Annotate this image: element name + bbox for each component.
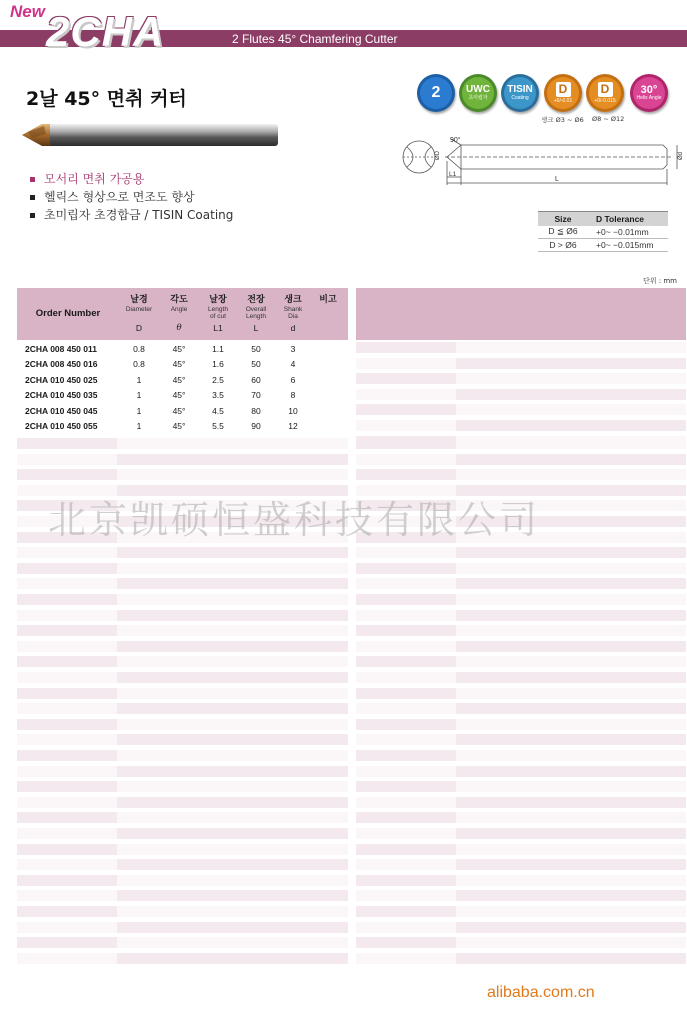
table-stripe <box>17 688 117 699</box>
d-tolerance-icon <box>544 74 582 112</box>
table-stripe <box>17 578 117 589</box>
table-row <box>17 419 348 434</box>
feature-list <box>30 172 233 226</box>
table-stripe <box>356 594 456 605</box>
brand-model-label: 2CHA <box>46 8 165 55</box>
table-stripe <box>117 547 348 558</box>
column-en: Angle <box>170 306 188 313</box>
table-stripe <box>17 750 117 761</box>
shank-dia-cell: 4 <box>290 359 296 369</box>
column-en: Overall Length <box>245 306 267 320</box>
shank-dia-cell: 8 <box>290 390 296 400</box>
overall-length-cell: 80 <box>251 406 261 416</box>
table-stripe <box>117 953 348 964</box>
overall-length-cell: 90 <box>251 421 261 431</box>
table-stripe <box>356 389 456 400</box>
table-stripe <box>17 547 117 558</box>
table-stripe <box>456 859 686 870</box>
table-stripe <box>117 594 348 605</box>
table-stripe <box>356 766 456 777</box>
tisin-icon <box>501 74 539 112</box>
table-stripe <box>17 766 117 777</box>
table-stripe <box>17 812 117 823</box>
table-stripe <box>456 688 686 699</box>
table-stripe <box>356 578 456 589</box>
length-of-cut-cell: 1.6 <box>212 359 224 369</box>
column-header-overall-length <box>237 288 275 340</box>
table-row <box>17 357 348 372</box>
table-stripe <box>356 641 456 652</box>
drawing-angle-label: 90° <box>450 137 461 144</box>
table-row <box>17 388 348 403</box>
column-symbol: L <box>253 323 259 333</box>
helix-angle-icon <box>630 74 668 112</box>
table-stripe <box>456 797 686 808</box>
table-stripe <box>17 953 117 964</box>
shank-dia-cell: 12 <box>288 421 298 431</box>
table-stripe <box>356 875 456 886</box>
table-stripe <box>117 922 348 933</box>
table-stripe <box>17 859 117 870</box>
table-stripe <box>356 436 456 447</box>
angle-cell: 45° <box>172 344 186 354</box>
table-stripe <box>456 594 686 605</box>
tol-value: +0~ −0.015mm <box>588 239 668 252</box>
table-stripe <box>456 342 686 353</box>
table-stripe <box>456 436 686 447</box>
table-stripe <box>456 547 686 558</box>
table-stripe <box>456 734 686 745</box>
tolerance-table <box>538 211 668 252</box>
table-stripe <box>17 719 117 730</box>
column-kr: 전장 <box>247 295 265 305</box>
table-stripe <box>456 641 686 652</box>
table-stripe <box>356 734 456 745</box>
table-stripe <box>117 656 348 667</box>
table-stripe <box>456 672 686 683</box>
order-number-cell: 2CHA 008 450 011 <box>25 344 97 354</box>
table-stripe <box>456 922 686 933</box>
table-stripe <box>17 454 117 465</box>
table-stripe <box>117 937 348 948</box>
table-row <box>538 239 668 252</box>
table-stripe <box>356 812 456 823</box>
length-of-cut-cell: 2.5 <box>212 375 224 385</box>
table-stripe <box>456 906 686 917</box>
table-stripe <box>17 641 117 652</box>
length-of-cut-cell: 1.1 <box>212 344 224 354</box>
table-stripe <box>456 625 686 636</box>
table-stripe <box>117 672 348 683</box>
badge-tol2-label: D <box>598 82 613 97</box>
table-stripe <box>456 404 686 415</box>
feature-text: 헬릭스 형상으로 면조도 향상 <box>44 190 195 204</box>
table-stripe <box>117 688 348 699</box>
order-number-cell: 2CHA 008 450 016 <box>25 359 98 369</box>
table-header-right <box>356 288 686 340</box>
table-stripe <box>456 953 686 964</box>
table-stripe <box>356 469 456 480</box>
badge-tisin-label: TISIN <box>507 84 533 95</box>
table-stripe <box>356 454 456 465</box>
column-header-diameter <box>119 288 159 340</box>
column-kr: 생크 <box>284 295 302 305</box>
table-stripe <box>117 859 348 870</box>
shank-note-small: 생크 Ø3 ~ Ø6 <box>541 116 584 124</box>
table-stripe <box>117 781 348 792</box>
angle-cell: 45° <box>172 421 186 431</box>
table-stripe <box>356 719 456 730</box>
table-stripe <box>356 563 456 574</box>
badge-helix-sub: Helix Angle <box>636 95 662 101</box>
table-stripe <box>117 469 348 480</box>
diameter-cell: 0.8 <box>133 344 145 354</box>
table-row <box>538 226 668 239</box>
angle-cell: 45° <box>172 375 186 385</box>
table-stripe <box>356 828 456 839</box>
table-stripe <box>17 906 117 917</box>
technical-drawing <box>395 133 685 193</box>
table-stripe <box>117 750 348 761</box>
column-symbol: D <box>135 323 143 333</box>
table-stripe <box>356 358 456 369</box>
list-item <box>30 208 233 226</box>
table-stripe <box>17 781 117 792</box>
overall-length-cell: 60 <box>251 375 261 385</box>
table-stripe <box>456 389 686 400</box>
table-stripe <box>456 875 686 886</box>
table-stripe <box>117 766 348 777</box>
table-stripe <box>456 812 686 823</box>
drawing-shank-label: Ød <box>678 151 684 160</box>
table-stripe <box>17 922 117 933</box>
drawing-l-label: L <box>555 176 559 183</box>
column-header-angle <box>159 288 199 340</box>
table-stripe <box>356 610 456 621</box>
order-number-cell: 2CHA 010 450 035 <box>25 390 98 400</box>
table-stripe <box>456 454 686 465</box>
badge-tol1-label: D <box>556 82 571 97</box>
table-stripe <box>17 625 117 636</box>
table-stripe <box>356 703 456 714</box>
badge-flutes-label: 2 <box>431 84 441 101</box>
table-stripe <box>456 420 686 431</box>
table-stripe <box>117 454 348 465</box>
angle-cell: 45° <box>172 359 186 369</box>
table-stripe <box>356 373 456 384</box>
table-row <box>17 404 348 419</box>
table-stripe <box>356 404 456 415</box>
table-row <box>17 373 348 388</box>
table-stripe <box>456 750 686 761</box>
brand-new-label: New <box>10 2 45 21</box>
table-row <box>17 342 348 357</box>
table-stripe <box>356 844 456 855</box>
table-stripe <box>117 844 348 855</box>
diameter-cell: 1 <box>136 421 142 431</box>
table-stripe <box>356 953 456 964</box>
length-of-cut-cell: 5.5 <box>212 421 224 431</box>
table-stripe <box>456 656 686 667</box>
table-stripe <box>17 844 117 855</box>
table-stripe <box>117 828 348 839</box>
table-stripe <box>456 578 686 589</box>
column-en: Diameter <box>125 306 153 313</box>
badge-uwc-sub: 초미립자 <box>468 95 488 101</box>
badge-tol2-sub: +0/-0.015 <box>594 98 616 104</box>
column-header-remarks <box>311 288 345 340</box>
badge-tisin-sub: Coating <box>511 95 529 101</box>
column-symbol: d <box>290 323 296 333</box>
badge-uwc-label: UWC <box>466 84 490 95</box>
table-stripe <box>356 342 456 353</box>
table-stripe <box>456 373 686 384</box>
drawing-l1-label: L1 <box>449 171 457 178</box>
table-stripe <box>456 766 686 777</box>
table-stripe <box>356 547 456 558</box>
tool-photo <box>20 122 282 148</box>
tol-size: D ≦ Ø6 <box>538 226 588 239</box>
table-stripe <box>117 610 348 621</box>
table-stripe <box>356 688 456 699</box>
table-stripe <box>117 641 348 652</box>
table-stripe <box>17 672 117 683</box>
table-stripe <box>456 719 686 730</box>
table-header-left <box>17 288 348 340</box>
table-stripe <box>117 703 348 714</box>
table-stripe <box>356 906 456 917</box>
table-stripe <box>456 828 686 839</box>
overall-length-cell: 50 <box>251 344 261 354</box>
order-number-header: Order Number <box>35 308 101 319</box>
feature-text: 초미립자 초경합금 / TISIN Coating <box>44 208 234 222</box>
table-stripe <box>356 937 456 948</box>
feature-text: 모서리 면취 가공용 <box>44 172 145 186</box>
page-title: 2날 45° 면취 커터 <box>26 88 187 110</box>
diameter-cell: 1 <box>136 375 142 385</box>
table-stripe <box>17 594 117 605</box>
table-stripe <box>17 937 117 948</box>
footer-source: alibaba.com.cn <box>487 984 595 1001</box>
order-number-cell: 2CHA 010 450 055 <box>25 421 98 431</box>
table-stripe <box>356 890 456 901</box>
tol-size: D > Ø6 <box>538 239 588 252</box>
table-stripe <box>117 719 348 730</box>
column-symbol: θ <box>176 323 182 333</box>
brand-logo <box>4 2 219 60</box>
table-stripe <box>17 438 117 449</box>
table-stripe <box>117 812 348 823</box>
column-en: Length of cut <box>208 306 228 320</box>
table-stripe <box>17 469 117 480</box>
badge-helix-label: 30° <box>640 84 658 96</box>
table-stripe <box>17 656 117 667</box>
uwc-icon <box>459 74 497 112</box>
shank-dia-cell: 10 <box>288 406 298 416</box>
table-stripe <box>456 610 686 621</box>
d-tolerance-icon <box>586 74 624 112</box>
table-stripe <box>356 420 456 431</box>
table-stripe <box>17 734 117 745</box>
table-stripe <box>356 797 456 808</box>
table-stripe <box>456 358 686 369</box>
tol-value: +0~ −0.01mm <box>588 226 668 239</box>
table-stripe <box>356 781 456 792</box>
overall-length-cell: 50 <box>251 359 261 369</box>
column-kr: 비고 <box>319 295 337 305</box>
column-header-shank-dia <box>275 288 311 340</box>
shank-dia-cell: 3 <box>290 344 296 354</box>
shank-note-large: Ø8 ~ Ø12 <box>592 115 625 123</box>
column-kr: 날장 <box>209 295 227 305</box>
column-header-length-of-cut <box>199 288 237 340</box>
table-stripe <box>456 844 686 855</box>
diameter-cell: 0.8 <box>133 359 145 369</box>
table-stripe <box>456 890 686 901</box>
table-stripe <box>356 625 456 636</box>
table-stripe <box>456 703 686 714</box>
table-stripe <box>17 797 117 808</box>
tol-header-size: Size <box>538 212 588 226</box>
overall-length-cell: 70 <box>251 390 261 400</box>
order-number-cell: 2CHA 010 450 025 <box>25 375 98 385</box>
table-stripe <box>117 625 348 636</box>
diameter-cell: 1 <box>136 390 142 400</box>
table-stripe <box>117 578 348 589</box>
table-stripe <box>17 890 117 901</box>
length-of-cut-cell: 3.5 <box>212 390 224 400</box>
table-stripe <box>117 438 348 449</box>
two-flutes-icon <box>417 74 455 112</box>
table-stripe <box>17 828 117 839</box>
tol-header-tolerance: D Tolerance <box>588 212 668 226</box>
list-item <box>30 190 233 208</box>
order-number-cell: 2CHA 010 450 045 <box>25 406 98 416</box>
unit-label: 단위 : mm <box>643 277 677 285</box>
badge-tol1-sub: +0/-0.01 <box>553 98 573 104</box>
list-item <box>30 172 233 190</box>
table-stripe <box>117 734 348 745</box>
angle-cell: 45° <box>172 406 186 416</box>
column-en: Shank Dia <box>283 306 303 320</box>
table-stripe <box>117 875 348 886</box>
table-stripe <box>117 563 348 574</box>
column-kr: 날경 <box>130 295 148 305</box>
table-stripe <box>17 610 117 621</box>
table-stripe <box>17 875 117 886</box>
table-stripe <box>356 859 456 870</box>
table-stripe <box>356 750 456 761</box>
shank-dia-cell: 6 <box>290 375 296 385</box>
length-of-cut-cell: 4.5 <box>212 406 224 416</box>
table-stripe <box>356 922 456 933</box>
table-stripe <box>456 781 686 792</box>
watermark: 北京凯硕恒盛科技有限公司 <box>48 498 541 542</box>
table-stripe <box>456 563 686 574</box>
diameter-cell: 1 <box>136 406 142 416</box>
table-stripe <box>17 563 117 574</box>
drawing-d-label: ØD <box>435 151 441 160</box>
table-stripe <box>356 656 456 667</box>
column-symbol: L1 <box>213 323 223 333</box>
table-stripe <box>117 797 348 808</box>
table-stripe <box>117 890 348 901</box>
table-stripe <box>456 937 686 948</box>
table-stripe <box>17 703 117 714</box>
table-stripe <box>356 672 456 683</box>
header-subtitle: 2 Flutes 45° Chamfering Cutter <box>232 32 398 46</box>
table-stripe <box>117 906 348 917</box>
column-kr: 각도 <box>170 295 188 305</box>
table-stripe <box>456 469 686 480</box>
angle-cell: 45° <box>172 390 186 400</box>
